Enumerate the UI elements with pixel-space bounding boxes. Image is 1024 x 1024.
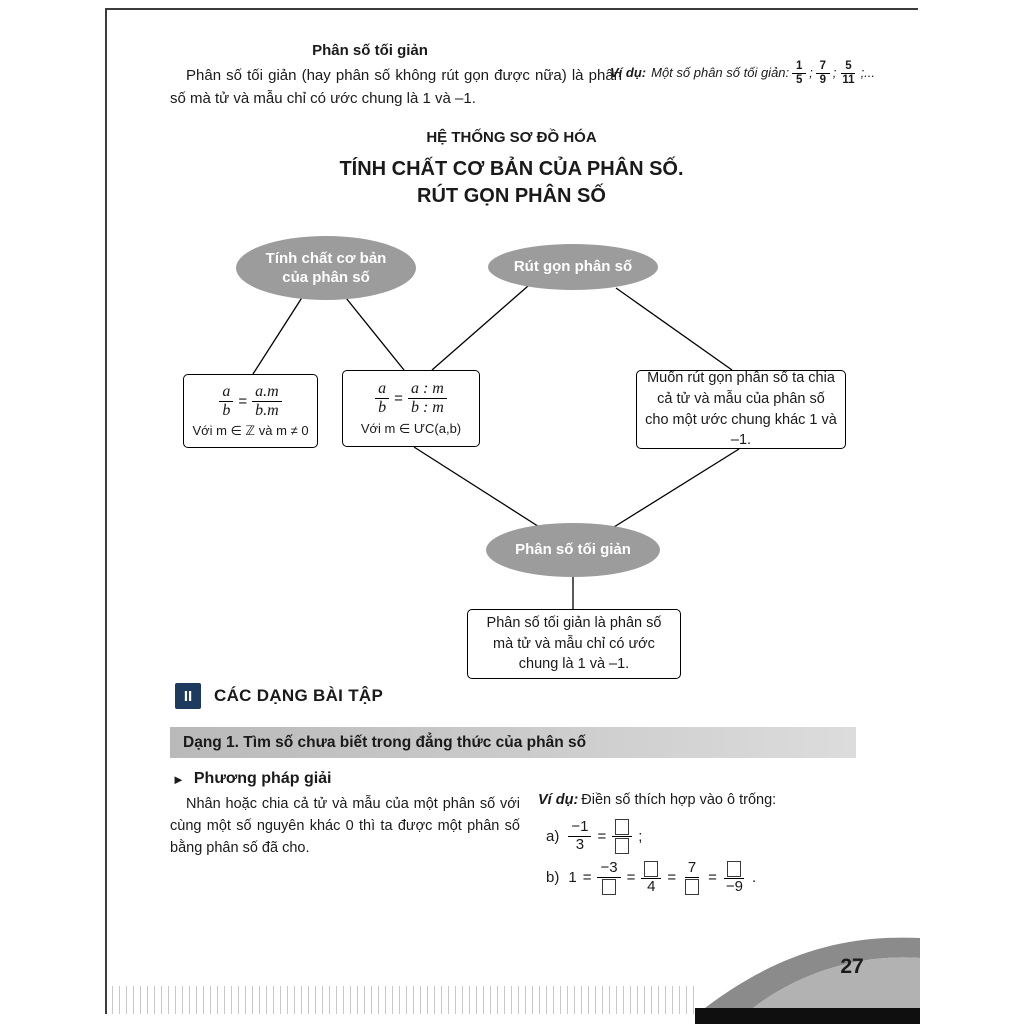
box-simplest-definition: [467, 609, 681, 679]
separator: ;: [832, 64, 837, 80]
punctuation: ;: [638, 828, 643, 845]
binding-marks: [112, 986, 697, 1014]
denominator: 9: [819, 73, 826, 86]
box-divide-caption: Với m ∈ ƯC(a,b): [360, 420, 462, 436]
intro-paragraph: Phân số tối giản (hay phân số không rút gọn được nữa) là phân số mà tử và mẫu chỉ có ước chung là 1 và –1.: [170, 67, 622, 108]
fraction-5-11: [839, 60, 857, 87]
node-label: Rút gọn phân số: [513, 258, 633, 276]
fraction-blank-blank: [612, 818, 632, 855]
equals-sign: =: [238, 392, 248, 410]
equals-sign: =: [394, 390, 403, 407]
blank-box: [602, 879, 616, 895]
example-lead: Điền số thích hợp vào ô trống:: [581, 792, 777, 808]
separator: ;...: [860, 64, 876, 80]
diagram-system-heading: HỆ THỐNG SƠ ĐỒ HÓA: [426, 129, 597, 146]
footer-black-bar: [695, 1008, 920, 1024]
fraction-7-9: [816, 60, 830, 87]
formula-multiply: [219, 383, 281, 420]
denominator: b: [378, 399, 387, 416]
numerator: [724, 860, 744, 879]
node-reduce-fraction: [488, 244, 658, 290]
numerator: a: [375, 380, 389, 399]
fraction-blank-4: [641, 860, 661, 896]
denominator: 4: [647, 878, 656, 895]
blank-box: [615, 838, 629, 854]
dang1-title: Dạng 1. Tìm số chưa biết trong đẳng thức của phân số: [183, 733, 587, 751]
box-reduce-explanation: [636, 370, 846, 449]
node-simplest-fraction: [486, 523, 660, 577]
numerator: a: [219, 383, 233, 402]
diagram-title-line2: RÚT GỌN PHÂN SỐ: [417, 185, 606, 207]
punctuation: .: [751, 869, 757, 887]
triangle-bullet-icon: ►: [172, 771, 185, 787]
fraction-minus3-blank: [597, 860, 620, 896]
denominator: b: [222, 401, 231, 419]
denominator: b.m: [255, 401, 279, 419]
example-label: Ví dụ:: [538, 792, 579, 808]
reduce-rule-text: Muốn rút gọn phân số ta chia cả tử và mẫu của phân số cho một ước chung khác 1 và –1.: [645, 370, 837, 449]
box-multiply-rule: [183, 374, 318, 448]
denominator: [612, 837, 632, 855]
exercise-item-b: [546, 860, 756, 896]
method-paragraph: Nhân hoặc chia cả tử và mẫu của một phân số với cùng một số nguyên khác 0 thì ta được một phân số bằng phân số đã cho.: [170, 796, 520, 856]
example-label: Ví dụ:: [610, 64, 647, 80]
denominator: 3: [575, 836, 585, 853]
denominator: [682, 878, 702, 896]
numerator: [612, 818, 632, 837]
section-badge: II: [175, 683, 201, 709]
blank-box: [644, 861, 658, 877]
denominator: [599, 878, 619, 896]
numerator: −3: [597, 860, 620, 878]
dang1-title-bar: [170, 727, 856, 758]
node-label: Phân số tối giản: [515, 541, 631, 559]
fraction-am-bm: [252, 383, 282, 420]
item-label: b): [546, 869, 560, 887]
fraction-a-b: [219, 383, 233, 420]
fraction-7-blank: [682, 860, 702, 896]
box-multiply-caption: Với m ∈ ℤ và m ≠ 0: [192, 423, 309, 439]
intro-example: [610, 60, 910, 87]
fraction-a-b: [375, 380, 389, 417]
blank-box: [615, 819, 629, 835]
fraction-blank-minus9: [723, 860, 746, 896]
denominator: b : m: [410, 399, 444, 416]
fraction-minus1-3: [568, 819, 591, 854]
section-2-header: [175, 683, 383, 709]
equals-sign: =: [597, 828, 607, 845]
method-heading: [172, 770, 332, 788]
equals-sign: =: [667, 869, 677, 887]
denominator: 11: [842, 73, 855, 86]
diagram-title-line1: TÍNH CHẤT CƠ BẢN CỦA PHÂN SỐ.: [339, 158, 684, 180]
numerator: a.m: [252, 383, 282, 402]
numerator: −1: [568, 819, 591, 837]
blank-box: [727, 861, 741, 877]
formula-divide: [375, 380, 447, 417]
exercise-item-a: [546, 818, 642, 855]
numerator: 5: [841, 60, 855, 74]
intro-heading: Phân số tối giản: [312, 42, 428, 59]
numerator: 7: [816, 60, 830, 74]
footer-swoosh: [693, 932, 920, 1008]
method-label: Phương pháp giải: [193, 770, 332, 787]
fraction-am-bm-divide: [408, 380, 447, 417]
page-border-top: [105, 8, 918, 10]
section-title: CÁC DẠNG BÀI TẬP: [214, 686, 384, 705]
fraction-1-5: [792, 60, 806, 87]
example-lead: Một số phân số tối giản:: [651, 64, 790, 80]
numerator: a : m: [408, 380, 447, 399]
node-label-line1: Tính chất cơ bản: [265, 249, 387, 267]
item-label: a): [546, 828, 560, 845]
numerator: 1: [792, 60, 806, 74]
lead-value: 1: [568, 869, 577, 887]
box-divide-rule: [342, 370, 480, 447]
node-label-line2: của phân số: [282, 269, 370, 286]
page-number: 27: [840, 955, 864, 978]
separator: ;: [809, 64, 813, 80]
equals-sign: =: [708, 869, 717, 887]
equals-sign: =: [626, 869, 636, 887]
example-heading: [538, 792, 878, 808]
numerator: [641, 860, 661, 879]
blank-box: [685, 879, 699, 895]
equals-sign: =: [582, 869, 592, 887]
numerator: 7: [685, 860, 699, 878]
denominator: 5: [795, 73, 803, 86]
simplest-definition-text: Phân số tối giản là phân số mà tử và mẫu chỉ có ước chung là 1 và –1.: [486, 615, 662, 673]
denominator: −9: [725, 878, 743, 895]
node-basic-properties: [236, 236, 416, 300]
